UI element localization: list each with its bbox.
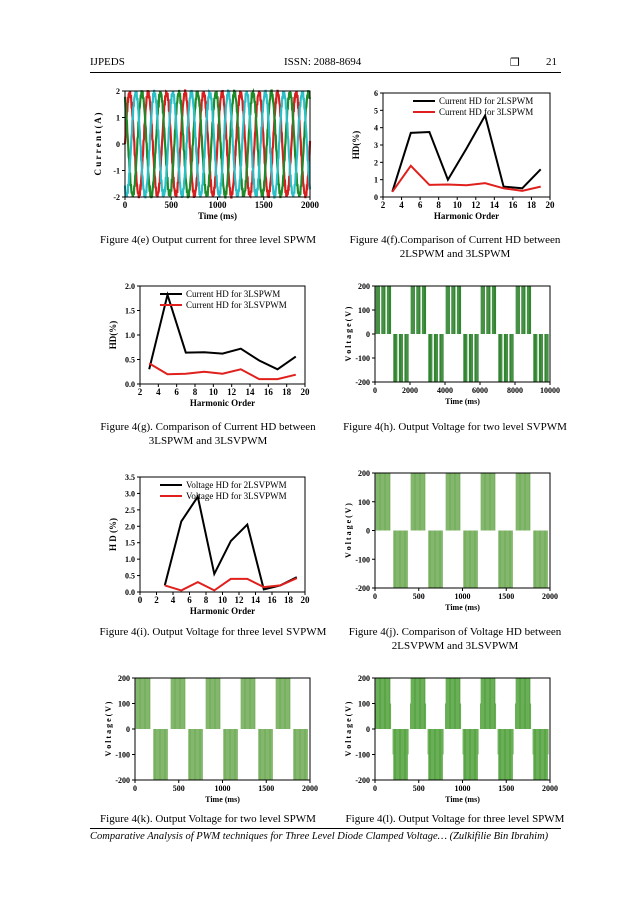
x-tick-label: 6 [174,387,179,397]
y-tick-label: 5 [374,106,378,116]
pwm-pulse-pos [481,473,496,531]
pwm-pulse-pos [241,678,256,729]
x-tick-label: 1000 [454,784,471,793]
pwm-step-pos [480,704,484,730]
legend-label-1: Current HD for 3LSPWM [439,107,534,117]
caption-4g-line1: Figure 4(g). Comparison of Current HD between [100,421,316,433]
figure-4h-chart [335,278,560,408]
caption-4g-line2: 3LSPWM and 3LSVPWM [148,435,268,447]
y-axis-label: HD(%) [108,320,118,350]
x-tick-label: 500 [164,200,178,210]
pwm-pulse-neg [258,729,273,780]
caption-4j-line2: 2LSVPWM and 3LSVPWM [391,640,519,652]
pwm-step-neg [475,729,479,755]
page-number: 21 [546,56,557,68]
y-tick-label: 1.0 [125,331,135,340]
pwm-pulse-pos [276,678,291,729]
pwm-pulse-pos [376,473,391,531]
x-tick-label: 20 [300,387,310,397]
x-axis-label: Time (ms) [205,795,240,804]
pwm-pulse-pos [516,473,531,531]
y-tick-label: 0 [126,725,130,734]
box-icon: ❒ [510,56,520,69]
y-tick-label: 200 [358,674,370,683]
legend-label-1: Voltage HD for 3LSVPWM [186,491,287,501]
pwm-step-pos [410,704,414,730]
y-tick-label: 2 [374,158,378,168]
y-tick-label: 2.0 [125,522,135,532]
x-axis-label: Time (ms) [445,603,480,612]
figure-4k-chart [95,672,320,804]
x-axis-label: Harmonic Order [189,398,256,408]
x-tick-label: 500 [412,784,425,793]
x-tick-label: 1500 [498,784,515,793]
x-tick-label: 0 [137,595,143,605]
x-tick-label: 10 [452,200,462,210]
y-axis-label: HD(%) [351,130,361,160]
x-tick-label: 0 [373,386,377,395]
pwm-step-pos [388,704,392,730]
pwm-step-pos [528,704,532,730]
pwm-pulse-pos [171,678,186,729]
x-tick-label: 2000 [542,784,558,793]
figure-4e-chart [95,85,320,225]
pwm-pulse-pos [446,473,461,531]
series-line-0 [392,116,540,192]
x-tick-label: 1500 [498,592,515,601]
x-tick-label: 16 [267,595,277,605]
pwm-step-pos [458,704,462,730]
pwm-pulse-neg [533,531,548,589]
legend-label-0: Voltage HD for 2LSVPWM [186,480,287,490]
pwm-step-pos [375,704,379,730]
y-axis-label: V o l t a g e ( V ) [344,503,353,558]
issn: ISSN: 2088-8694 [284,56,362,68]
pwm-pulse-neg [293,729,308,780]
y-tick-label: 0 [374,193,378,202]
y-axis-label: V o l t a g e ( V ) [344,306,353,362]
pwm-pulse-neg [463,531,478,589]
caption-4k: Figure 4(k). Output Voltage for two level SPWM [100,813,316,825]
pwm-step-pos [515,704,519,730]
y-tick-label: 0.5 [125,355,135,365]
pwm-pulse-neg [153,729,168,780]
x-tick-label: 2 [137,387,143,397]
pwm-step-pos [423,704,427,730]
y-tick-label: -100 [115,750,130,760]
chart-j-svg [335,465,560,615]
figure-4j-chart [335,465,560,615]
figure-4f-chart [335,85,560,225]
x-tick-label: 14 [251,595,260,605]
x-axis-label: Harmonic Order [433,211,500,221]
pwm-step-neg [440,729,444,755]
x-tick-label: 2 [380,200,386,210]
y-tick-label: 2 [116,87,120,96]
y-tick-label: 100 [358,306,370,315]
x-tick-label: 8 [436,200,441,210]
y-tick-label: 3.5 [125,473,135,482]
pwm-step-neg [510,729,513,755]
x-axis-label: Time (ms) [445,795,480,804]
page-header [90,50,560,70]
legend-label-0: Current HD for 3LSPWM [186,289,281,299]
x-axis-label: Time (ms) [445,397,480,406]
x-tick-label: 1000 [454,592,471,601]
y-tick-label: -200 [355,776,370,785]
y-axis-label: H D (%) [108,518,118,551]
x-tick-label: 500 [172,784,185,793]
x-tick-label: 20 [300,595,310,605]
pwm-step-pos [493,704,497,730]
x-tick-label: 2000 [302,784,318,793]
series-line-0 [165,497,297,590]
x-tick-label: 500 [412,592,425,601]
legend-label-1: Current HD for 3LSVPWM [186,300,287,310]
legend-label-0: Current HD for 2LSPWM [439,96,534,106]
x-tick-label: 14 [245,387,255,397]
x-tick-label: 20 [545,200,555,210]
caption-4e: Figure 4(e) Output current for three level SPWM [100,234,316,246]
pwm-pulse-neg [223,729,238,780]
pwm-step-neg [498,729,502,755]
y-tick-label: 100 [358,699,370,709]
y-tick-label: 1.5 [125,538,135,548]
x-tick-label: 8000 [507,386,523,395]
y-tick-label: 1 [116,113,120,123]
x-tick-label: 12 [227,387,237,397]
x-tick-label: 2000 [301,200,319,210]
y-tick-label: 1 [374,175,378,185]
series-line-1 [165,578,297,590]
y-tick-label: -100 [355,354,370,363]
chart-e-svg [95,85,320,225]
journal-name: IJPEDS [90,56,125,68]
x-tick-label: 1000 [208,200,227,210]
figure-4l-chart [335,672,560,804]
pwm-step-neg [545,729,549,755]
chart-g-svg [95,278,320,408]
x-tick-label: 4 [170,595,176,605]
x-axis-label: Time (ms) [197,211,238,221]
caption-4f-line2: 2LSPWM and 3LSPWM [399,248,511,260]
y-axis-label: V o l t a g e ( V ) [344,701,353,757]
x-tick-label: 4 [399,200,404,210]
x-tick-label: 2 [154,595,159,605]
pwm-step-neg [428,729,432,755]
caption-4h: Figure 4(h). Output Voltage for two level SVPWM [343,421,567,433]
y-tick-label: 4 [374,123,378,133]
y-tick-label: 1.5 [125,306,135,316]
chart-k-svg [95,672,320,804]
y-tick-label: -1 [113,166,120,176]
chart-l-svg [335,672,560,804]
y-tick-label: 6 [374,89,378,98]
x-tick-label: 1000 [214,784,231,793]
y-tick-label: 3 [374,141,378,150]
y-tick-label: 0.5 [125,571,135,581]
pwm-pulse-neg [393,531,408,589]
y-tick-label: 200 [118,674,130,683]
x-tick-label: 8 [192,387,198,397]
x-axis-label: Harmonic Order [189,606,256,616]
page-footer: Comparative Analysis of PWM techniques for Three Level Diode Clamped Voltage… (Zulkifilie Bin Ibrahim) [90,831,549,842]
x-tick-label: 16 [508,200,518,210]
figure-4g-chart [95,278,320,408]
x-tick-label: 6 [417,200,423,210]
y-tick-label: 0.0 [125,588,135,597]
x-tick-label: 6000 [472,386,488,395]
x-tick-label: 4 [156,387,161,397]
pwm-step-neg [533,729,537,755]
x-tick-label: 1500 [254,200,273,210]
x-tick-label: 8 [203,595,209,605]
y-tick-label: 200 [358,282,370,291]
y-tick-label: 100 [118,699,130,709]
y-axis-label: C u r r e n t ( A ) [93,112,103,176]
x-tick-label: 2000 [402,386,418,395]
x-tick-label: 0 [133,784,137,793]
x-tick-label: 18 [284,595,293,605]
chart-h-svg [335,278,560,408]
chart-i-svg [95,465,320,616]
x-tick-label: 6 [187,595,192,605]
y-tick-label: 0 [366,725,370,734]
x-tick-label: 10000 [540,386,560,395]
caption-4f-line1: Figure 4(f).Comparison of Current HD between [349,234,561,246]
pwm-waveform [375,286,549,382]
pwm-step-neg [463,729,467,755]
x-tick-label: 12 [471,200,481,210]
x-tick-label: 14 [489,200,499,210]
x-tick-label: 16 [263,387,273,397]
x-tick-label: 18 [526,200,536,210]
x-tick-label: 0 [373,784,377,793]
y-tick-label: 3.0 [125,489,135,499]
chart-f-svg [335,85,560,225]
y-tick-label: 2.0 [125,282,135,291]
y-tick-label: 200 [358,469,370,478]
pwm-step-neg [393,729,397,755]
y-tick-label: 0 [366,526,370,536]
x-tick-label: 10 [218,595,227,605]
y-tick-label: -200 [355,378,370,387]
x-tick-label: 0 [373,592,377,601]
header-rule [90,72,561,73]
y-tick-label: 0 [116,140,120,149]
figure-4i-chart [95,465,320,616]
x-tick-label: 18 [282,387,292,397]
x-tick-label: 2000 [542,592,558,601]
series-line-1 [149,363,296,379]
pwm-step-neg [405,729,409,755]
y-tick-label: -100 [355,750,370,760]
footer-rule [90,828,561,829]
y-tick-label: 1.0 [125,555,135,565]
caption-4l: Figure 4(l). Output Voltage for three level SPWM [345,813,565,825]
pwm-pulse-neg [188,729,203,780]
y-tick-label: -200 [115,776,130,785]
pwm-waveform [375,678,549,780]
x-tick-label: 0 [122,200,128,210]
x-tick-label: 10 [208,387,218,397]
pwm-waveform [135,678,309,780]
pwm-pulse-pos [206,678,221,729]
y-axis-label: V o l t a g e ( V ) [104,701,113,757]
y-tick-label: 0.0 [125,380,135,389]
pwm-pulse-neg [428,531,443,589]
x-tick-label: 12 [234,595,244,605]
pwm-pulse-pos [136,678,151,729]
x-tick-label: 1500 [258,784,275,793]
y-tick-label: 100 [358,497,370,507]
y-tick-label: 0 [366,330,370,339]
caption-4j-line1: Figure 4(j). Comparison of Voltage HD between [348,626,562,638]
pwm-pulse-pos [411,473,426,531]
y-tick-label: -200 [355,584,370,593]
y-tick-label: -2 [113,193,120,202]
pwm-waveform [375,473,549,588]
x-tick-label: 4000 [437,386,453,395]
pwm-step-pos [445,704,449,730]
pwm-pulse-neg [498,531,513,589]
y-tick-label: 2.5 [125,505,135,515]
caption-4i: Figure 4(i). Output Voltage for three level SVPWM [99,626,327,638]
y-tick-label: -100 [355,555,370,565]
